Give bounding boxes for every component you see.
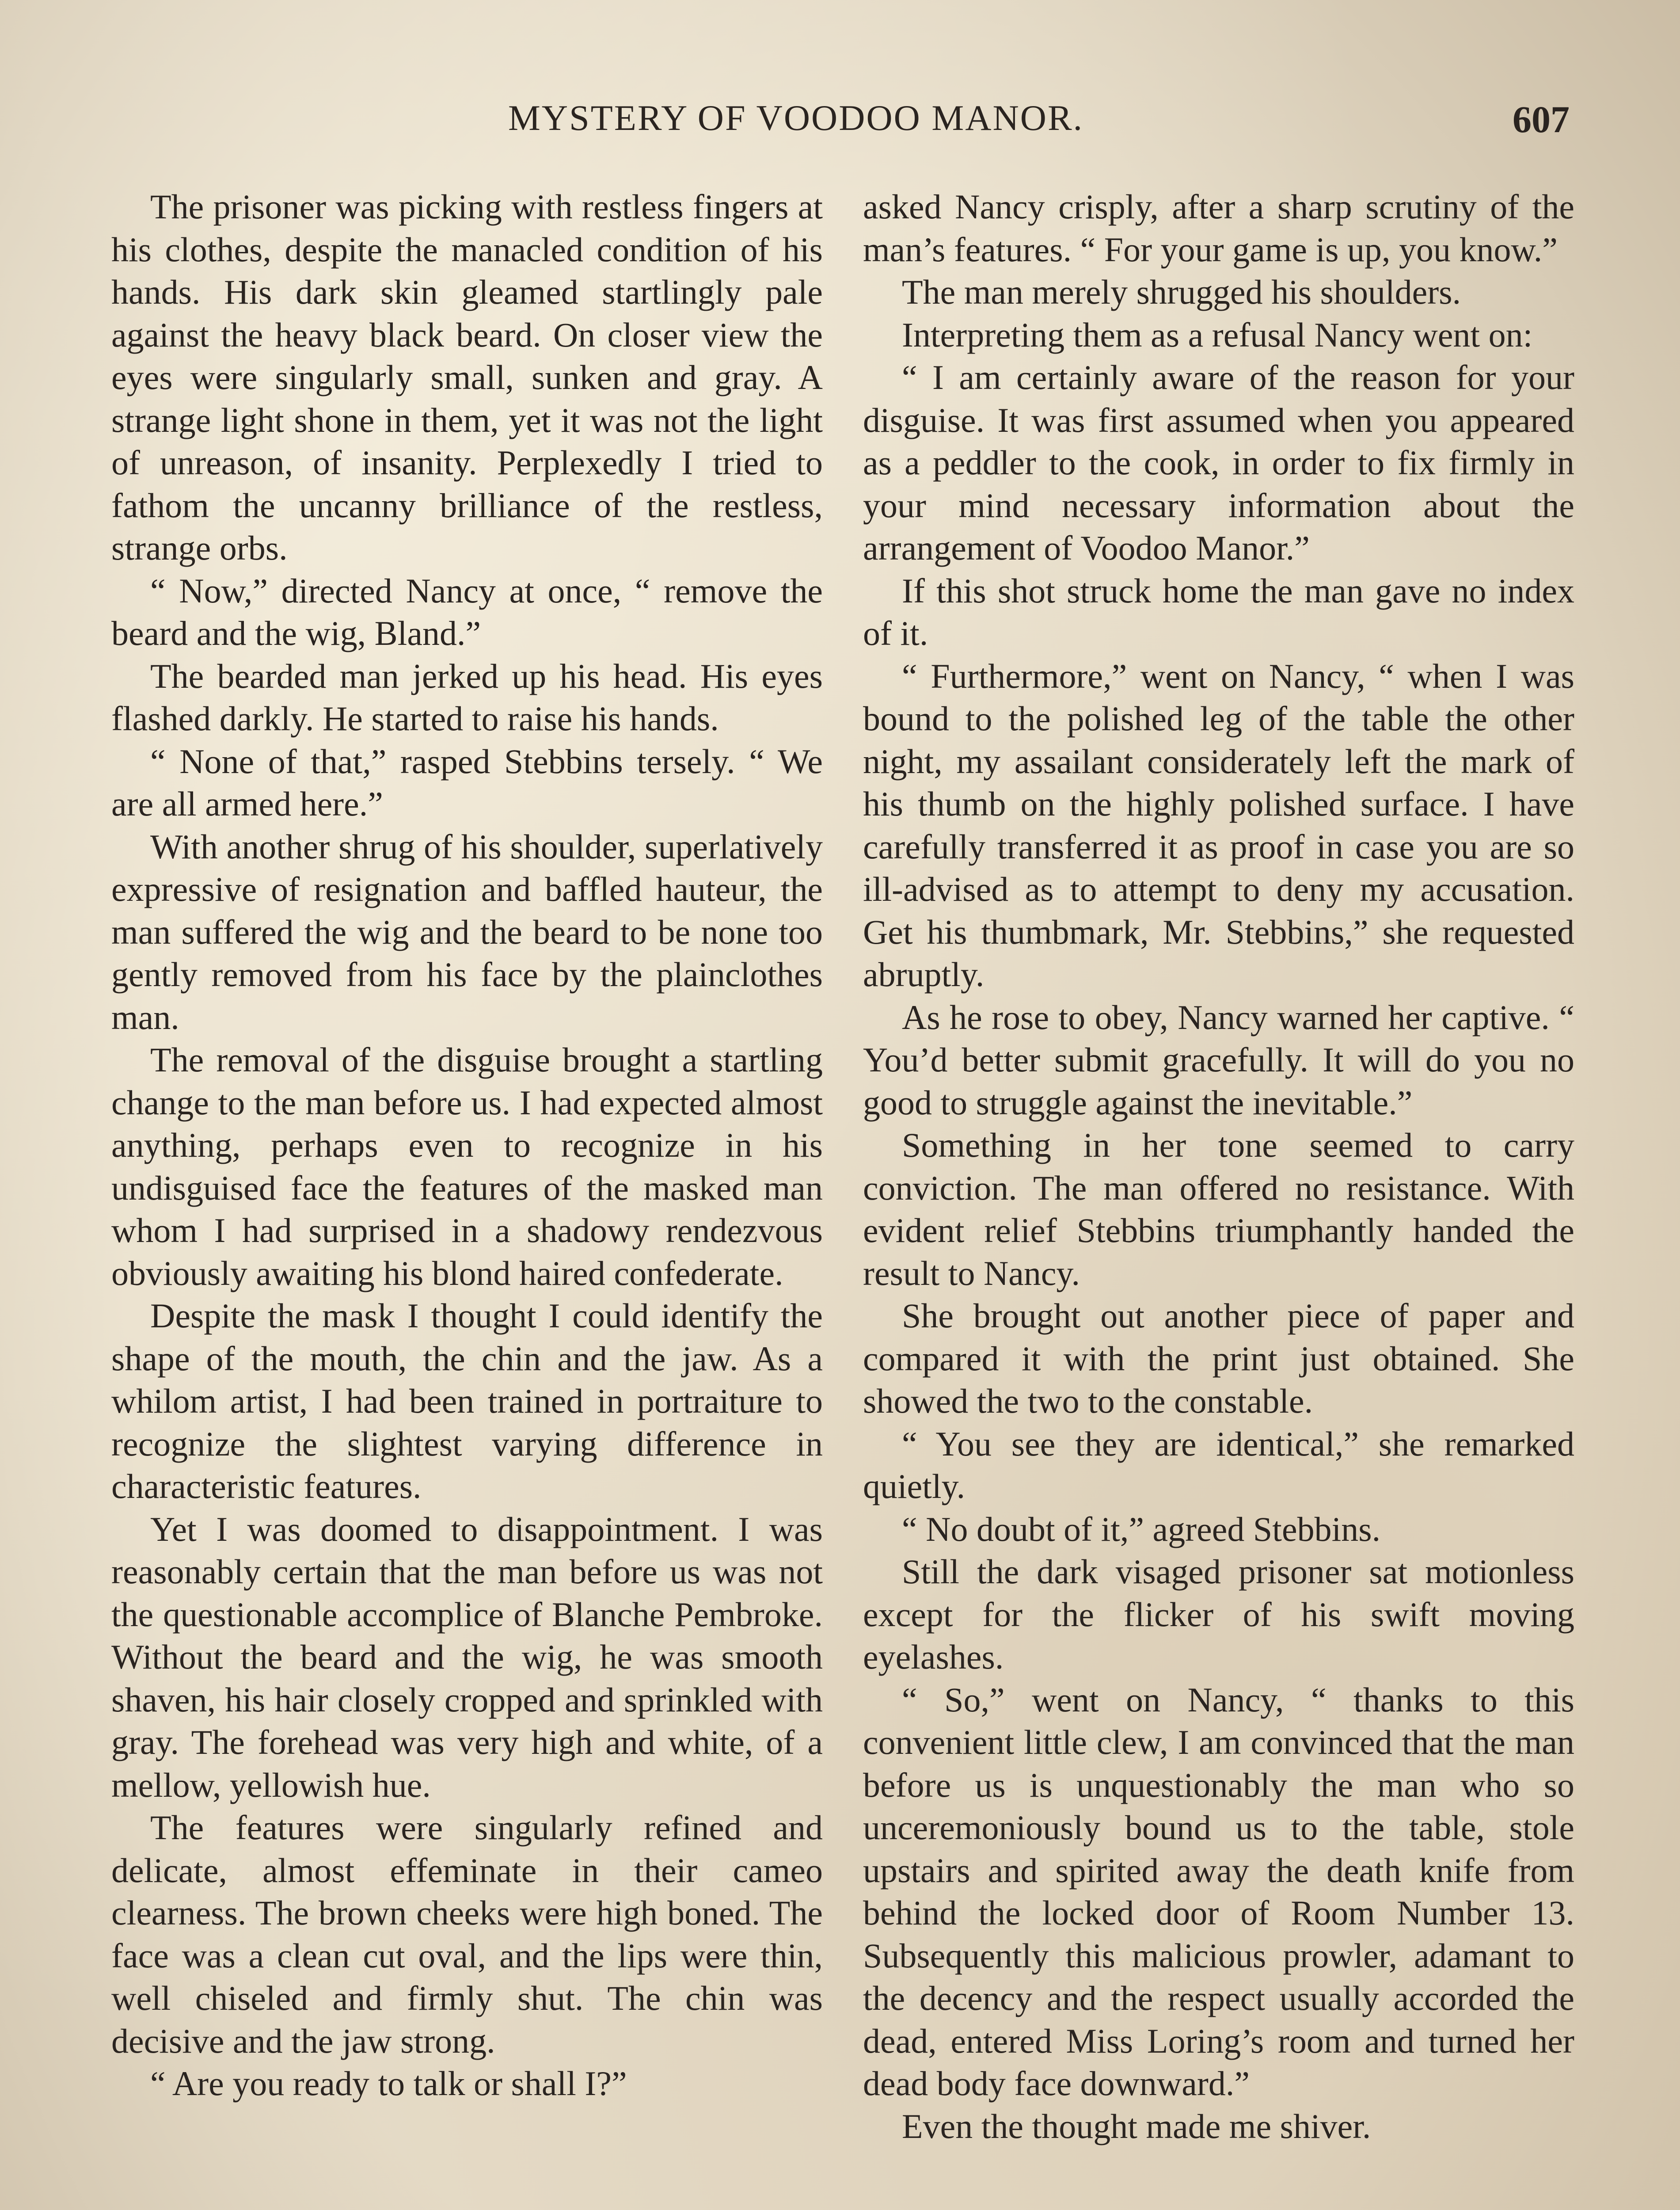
paragraph: “ Are you ready to talk or shall I?” [150,2064,627,2103]
page-number: 607 [1513,98,1570,141]
paragraph: Something in her tone seemed to carry conviction. The man offered no resistance. With evident relief Stebbins triumphantly handed the result to Nancy. [863,1126,1574,1292]
paragraph: As he rose to obey, Nancy warned her captive. “ You’d better submit gracefully. It will do you no good to struggle against the inevitable.” [863,998,1574,1122]
paragraph: Despite the mask I thought I could identify the shape of the mouth, the chin and the jaw. As a whilom artist, I had been trained in portraiture to recognize the slightest varying difference in characteristic features. [111,1296,823,1505]
paragraph: “ Furthermore,” went on Nancy, “ when I was bound to the polished leg of the table the other night, my assailant considerately left the mark of his thumb on the highly polished surface. I have carefully transferred it as proof in case you are so ill-advised as to attempt to deny my accusation. Get his thumbmark, Mr. Stebbins,” she requested abruptly. [863,656,1574,994]
paragraph: Yet I was doomed to disappointment. I was reasonably certain that the man before us was not the questionable accomplice of Blanche Pembroke. Without the beard and the wig, he was smooth shaven, his hair closely cropped and sprinkled with gray. The forehead was very high and white, of a mellow, yellowish hue. [111,1509,823,1804]
running-head-title: MYSTERY OF VOODOO MANOR. [508,98,1084,138]
paragraph: The bearded man jerked up his head. His eyes flashed darkly. He started to raise his hands. [111,656,823,738]
paragraph: The removal of the disguise brought a startling change to the man before us. I had expected almost anything, perhaps even to recognize in his undisguised face the features of the masked man whom I had surprised in a shadowy rendezvous obviously awaiting his blond haired confederate. [111,1040,823,1292]
paragraph-continuation: asked Nancy crisply, after a sharp scrutiny of the man’s features. “ For your game is up, you know.” [863,187,1574,269]
paragraph: “ Now,” directed Nancy at once, “ remove the beard and the wig, Bland.” [111,571,823,652]
paragraph: “ So,” went on Nancy, “ thanks to this convenient little clew, I am convinced that the man before us is unquestionably the man who so unceremoniously bound us to the table, stole upstairs and spirited away the death knife from behind the locked door of Room Number 13. Subsequently this malicious prowler, adamant to the decency and the respect usually accorded the dead, entered Miss Loring’s room and turned her dead body face downward.” [863,1680,1574,2103]
paragraph: “ I am certainly aware of the reason for your disguise. It was first assumed when you appeared as a peddler to the cook, in order to fix firmly in your mind necessary information about the arrangement of Voodoo Manor.” [863,358,1574,567]
paragraph: If this shot struck home the man gave no index of it. [863,571,1574,652]
paragraph: The prisoner was picking with restless fingers at his clothes, despite the manacled condition of his hands. His dark skin gleamed startlingly pale against the heavy black beard. On closer view the eyes were singularly small, sunken and gray. A strange light shone in them, yet it was not the light of unreason, of insanity. Perplexedly I tried to fathom the uncanny brilliance of the restless, strange orbs. [111,187,823,567]
paragraph: The man merely shrugged his shoulders. [902,273,1461,311]
paragraph: Still the dark visaged prisoner sat motionless except for the flicker of his swift moving eyelashes. [863,1552,1574,1676]
paragraph: Interpreting them as a refusal Nancy went on: [902,315,1533,354]
paragraph: Even the thought made me shiver. [902,2107,1371,2145]
paragraph: “ You see they are identical,” she remarked quietly. [863,1424,1574,1505]
right-column [863,186,1574,2148]
paragraph: She brought out another piece of paper and compared it with the print just obtained. She showed the two to the constable. [863,1296,1574,1420]
paragraph: “ No doubt of it,” agreed Stebbins. [902,1509,1381,1548]
left-column [111,186,823,2105]
paragraph: “ None of that,” rasped Stebbins tersely. “ We are all armed here.” [111,742,823,823]
paragraph: With another shrug of his shoulder, superlatively expressive of resignation and baffled hauteur, the man suffered the wig and the beard to be none too gently removed from his face by the plainclothes man. [111,827,823,1036]
paragraph: The features were singularly refined and delicate, almost effeminate in their cameo clearness. The brown cheeks were high boned. The face was a clean cut oval, and the lips were thin, well chiseled and firmly shut. The chin was decisive and the jaw strong. [111,1808,823,2060]
